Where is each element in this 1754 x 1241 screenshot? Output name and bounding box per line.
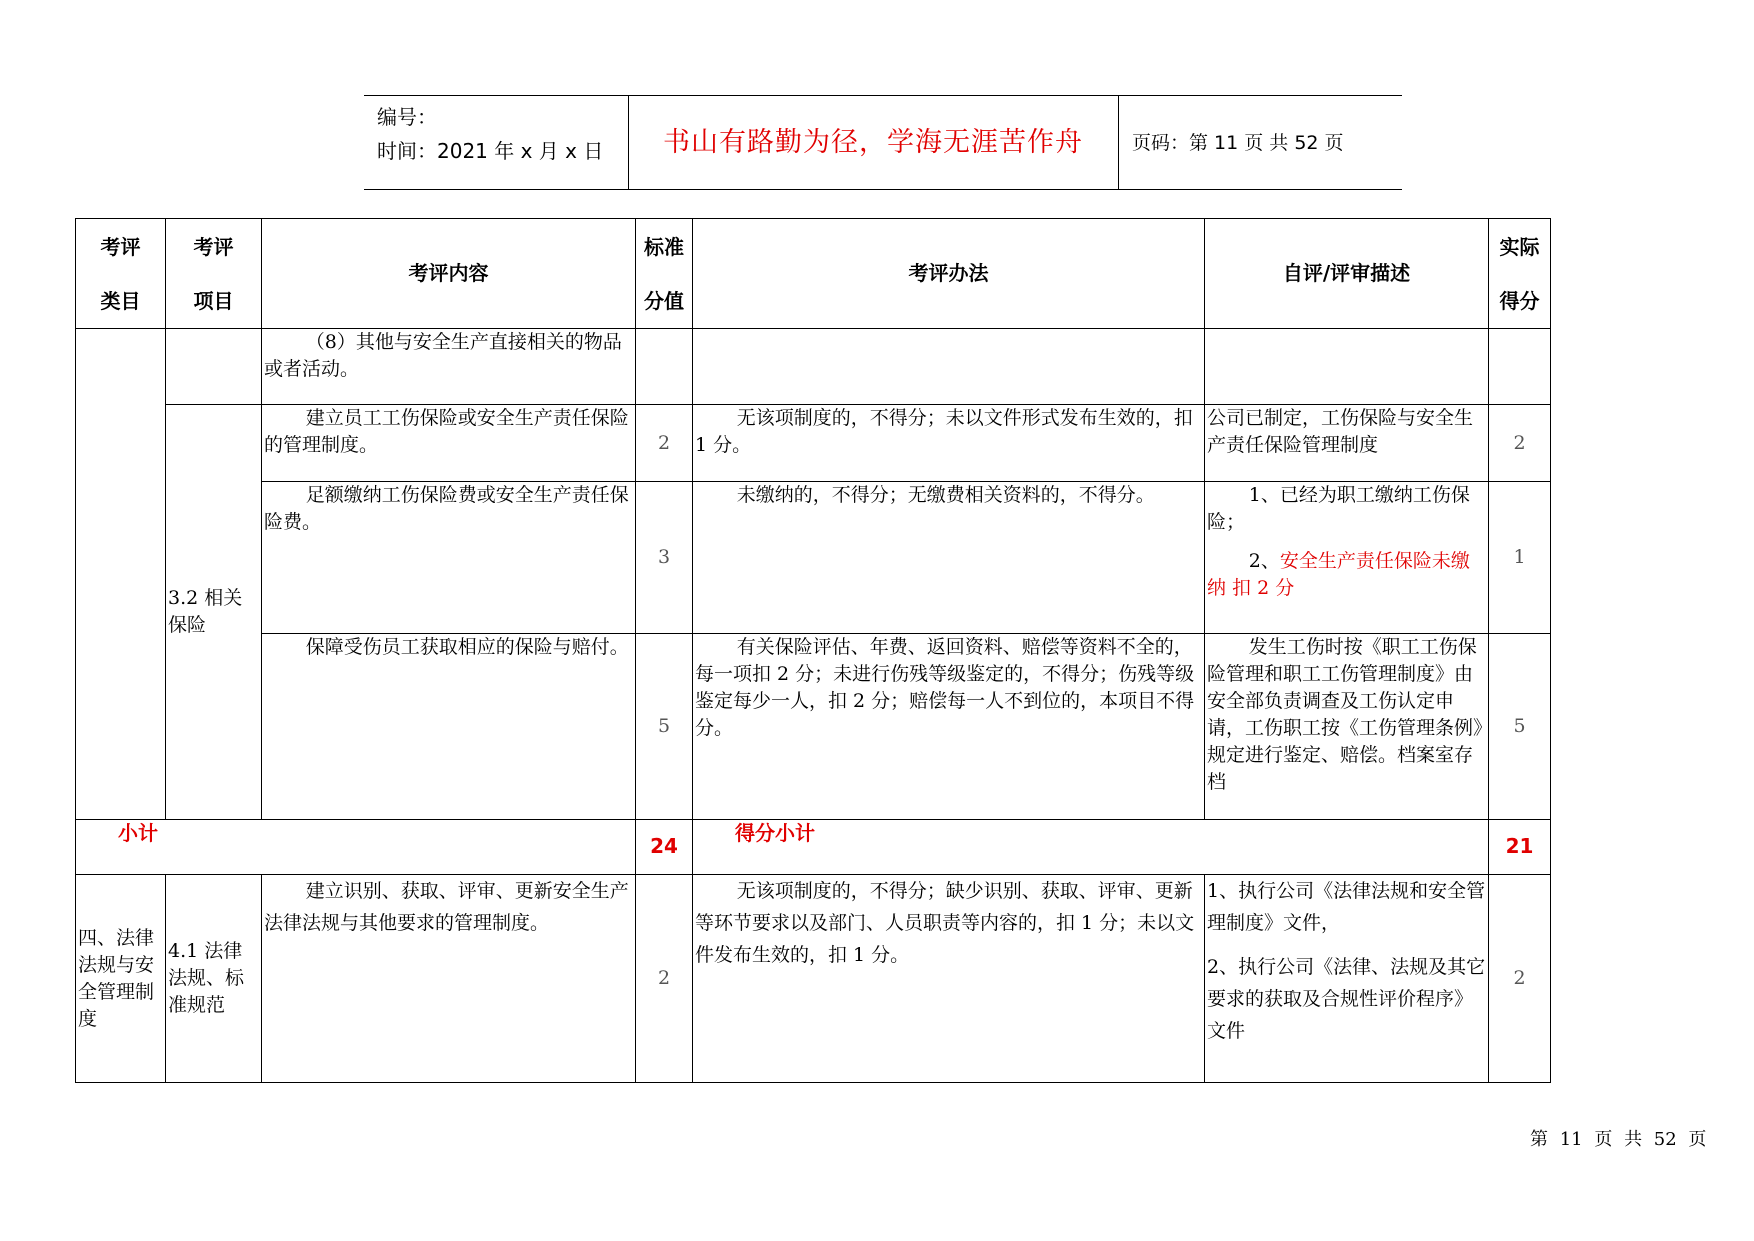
actual-score: 1 — [1489, 482, 1551, 634]
method-cell: 未缴纳的，不得分；无缴费相关资料的，不得分。 — [693, 482, 1205, 634]
table-header-row — [76, 219, 1551, 329]
self-review-cell: 公司已制定，工伤保险与安全生产责任保险管理制度 — [1205, 405, 1489, 482]
subtotal-label: 小计 — [76, 820, 636, 875]
table-row — [76, 405, 1551, 482]
header-left — [377, 100, 603, 168]
header-standard: 标准 分值 — [636, 219, 693, 329]
table-row — [76, 634, 1551, 820]
header-self-review: 自评/评审描述 — [1205, 219, 1489, 329]
number-label: 编号： — [377, 105, 437, 129]
header-page-code: 页码：第 11 页 共 52 页 — [1132, 132, 1344, 154]
footer-page-number: 第 11 页 共 52 页 — [1530, 1129, 1707, 1150]
subtotal-actual: 21 — [1489, 820, 1551, 875]
content-cell: 保障受伤员工获取相应的保险与赔付。 — [262, 634, 636, 820]
header-content: 考评内容 — [262, 219, 636, 329]
subtotal-score-label: 得分小计 — [693, 820, 1489, 875]
method-cell: 有关保险评估、年费、返回资料、赔偿等资料不全的，每一项扣 2 分；未进行伤残等级鉴定的，不得分；伤残等级鉴定每少一人，扣 2 分；赔偿每一人不到位的，本项目不得分。 — [693, 634, 1205, 820]
content-cell: 建立识别、获取、评审、更新安全生产法律法规与其他要求的管理制度。 — [262, 875, 636, 1083]
actual-score: 2 — [1489, 405, 1551, 482]
method-cell: 无该项制度的，不得分；未以文件形式发布生效的，扣 1 分。 — [693, 405, 1205, 482]
category-cell-empty — [76, 329, 166, 820]
subtotal-standard: 24 — [636, 820, 693, 875]
header-motto: 书山有路勤为径，学海无涯苦作舟 — [663, 127, 1083, 158]
table-row — [76, 329, 1551, 405]
header-method: 考评办法 — [693, 219, 1205, 329]
item-cell-empty — [166, 329, 262, 405]
subtotal-row — [76, 820, 1551, 875]
item-cell: 4.1 法律法规、标准规范 — [166, 875, 262, 1083]
header-bottom-rule — [364, 189, 1402, 190]
actual-score: 2 — [1489, 875, 1551, 1083]
self-review-cell: 发生工伤时按《职工工伤保险管理和职工工伤管理制度》由安全部负责调查及工伤认定申请，工伤职工按《工伤管理条例》规定进行鉴定、赔偿。档案室存档 — [1205, 634, 1489, 820]
table-row — [76, 482, 1551, 634]
standard-score: 5 — [636, 634, 693, 820]
header-divider-right — [1118, 95, 1119, 190]
time-line: 时间：2021 年 x 月 x 日 — [377, 139, 604, 163]
content-cell: 建立员工工伤保险或安全生产责任保险的管理制度。 — [262, 405, 636, 482]
method-cell: 无该项制度的，不得分；缺少识别、获取、评审、更新等环节要求以及部门、人员职责等内容的，扣 1 分；未以文件发布生效的，扣 1 分。 — [693, 875, 1205, 1083]
table-row — [76, 875, 1551, 1083]
deduction-note: 安全生产责任保险未缴纳 扣 2 分 — [1207, 550, 1470, 599]
header-top-rule — [364, 95, 1402, 96]
self-review-cell: 1、执行公司《法律法规和安全管理制度》文件， 2、执行公司《法律、法规及其它要求的获取及合规性评价程序》文件 — [1205, 875, 1489, 1083]
standard-score: 2 — [636, 875, 693, 1083]
header-actual: 实际 得分 — [1489, 219, 1551, 329]
category-cell: 四、法律法规与安全管理制度 — [76, 875, 166, 1083]
header-item: 考评 项目 — [166, 219, 262, 329]
content-cell: （8）其他与安全生产直接相关的物品或者活动。 — [262, 329, 636, 405]
self-review-cell: 1、已经为职工缴纳工伤保险； 2、安全生产责任保险未缴纳 扣 2 分 — [1205, 482, 1489, 634]
header-category: 考评 类目 — [76, 219, 166, 329]
content-cell: 足额缴纳工伤保险费或安全生产责任保险费。 — [262, 482, 636, 634]
actual-score: 5 — [1489, 634, 1551, 820]
evaluation-table — [75, 218, 1551, 1083]
standard-score: 2 — [636, 405, 693, 482]
item-cell: 3.2 相关保险 — [166, 405, 262, 820]
standard-score: 3 — [636, 482, 693, 634]
